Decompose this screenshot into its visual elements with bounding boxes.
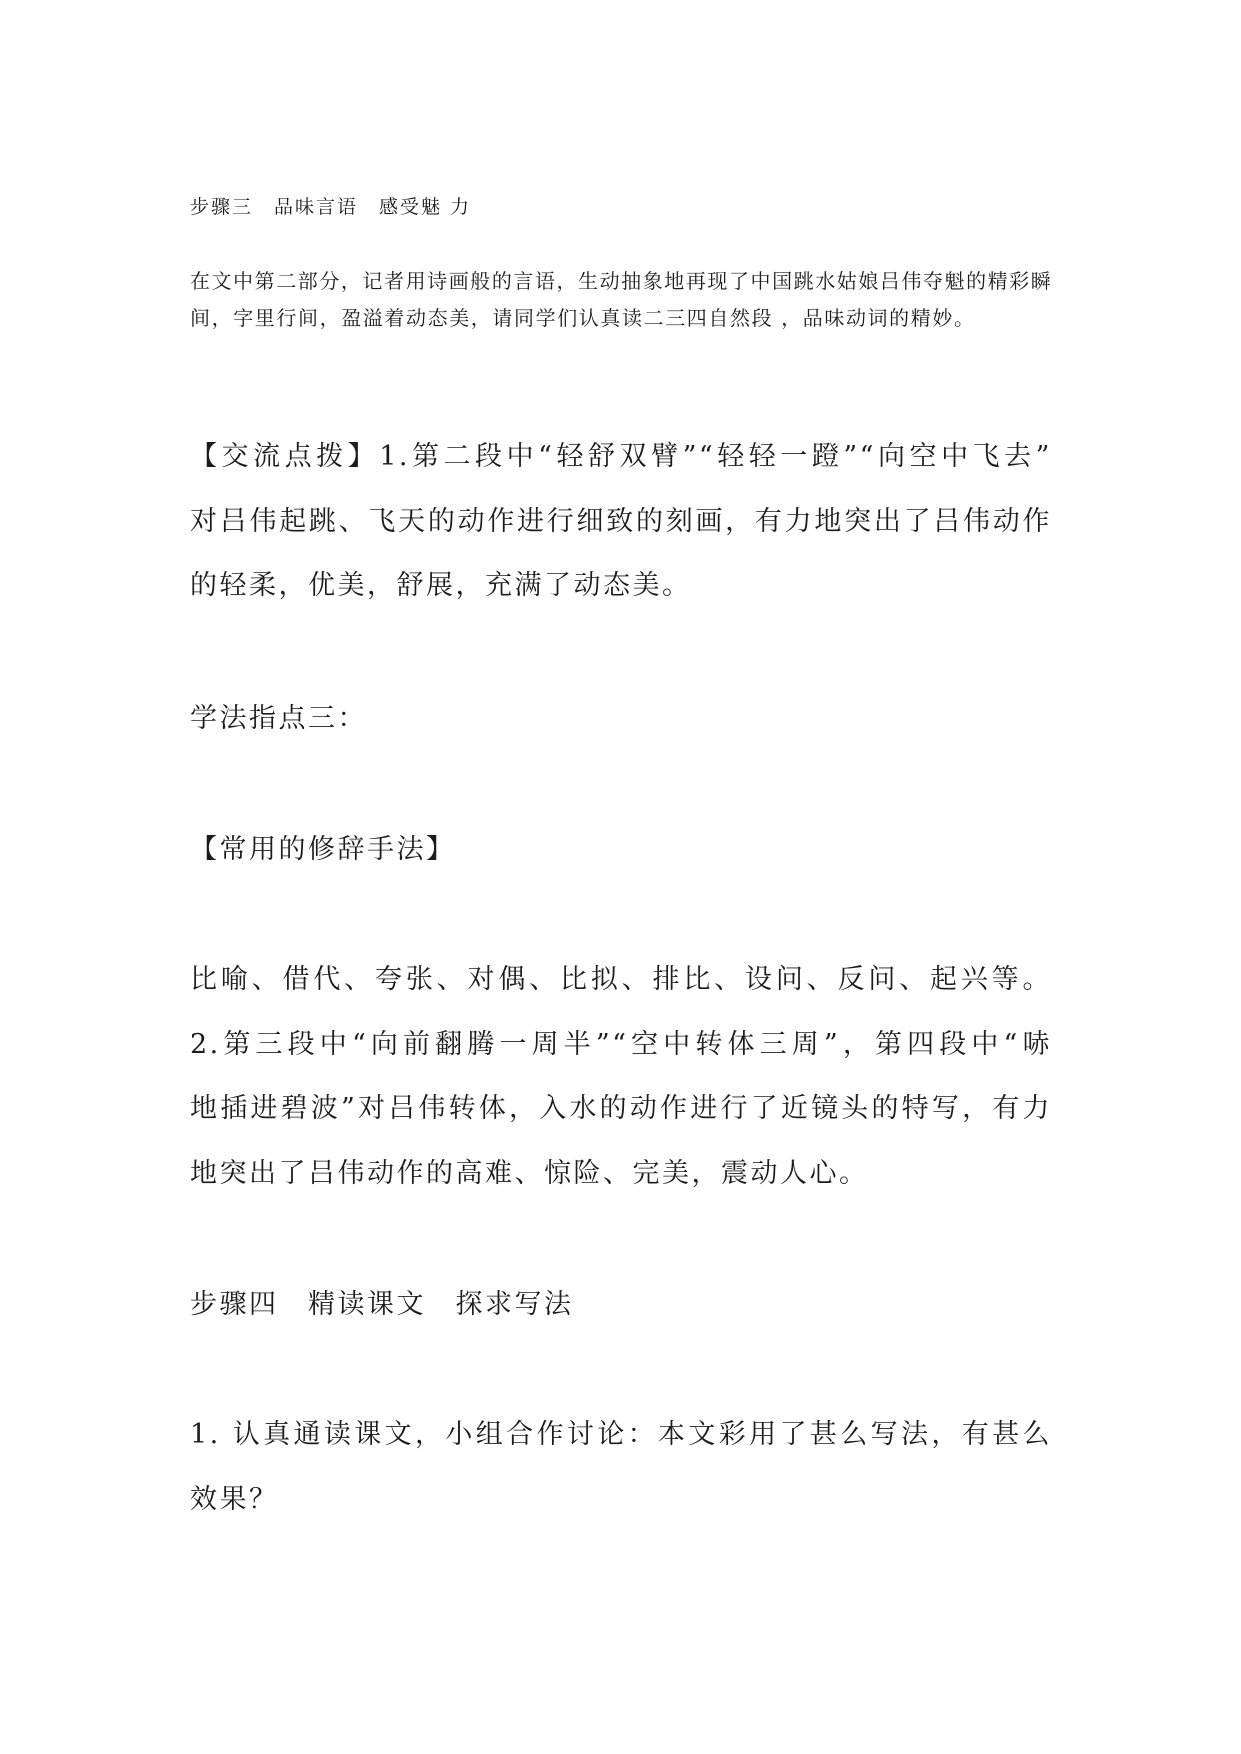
exchange-line: 对吕伟起跳、飞天的动作进行细致的刻画，有力地突出了吕伟动作 bbox=[190, 506, 1052, 537]
step4-task-line: 效果？ bbox=[190, 1484, 279, 1515]
method-tip-title: 学法指点三： bbox=[190, 703, 367, 734]
rhetoric-list: 比喻、借代、夸张、对偶、比拟、排比、设问、反问、起兴等。 bbox=[190, 964, 1052, 995]
exchange-line: 的轻柔，优美，舒展，充满了动态美。 bbox=[190, 570, 692, 601]
step4-task-line: 1. 认真通读课文，小组合作讨论：本文彩用了甚么写法，有甚么 bbox=[190, 1419, 1052, 1450]
point2-line: 2.第三段中“向前翻腾一周半”“空中转体三周”，第四段中“哧 bbox=[190, 1029, 1052, 1060]
step3-intro-line: 间，字里行间，盈溢着动态美，请同学们认真读二三四自然段 ，品味动词的精妙。 bbox=[190, 306, 976, 330]
rhetoric-heading: 【常用的修辞手法】 bbox=[190, 834, 456, 865]
exchange-line: 【交流点拨】1.第二段中“轻舒双臂”“轻轻一蹬”“向空中飞去” bbox=[190, 441, 1052, 472]
point2-line: 地突出了吕伟动作的高难、惊险、完美，震动人心。 bbox=[190, 1158, 869, 1189]
step3-heading: 步骤三 品味言语 感受魅 力 bbox=[190, 196, 472, 218]
point2-line: 地插进碧波”对吕伟转体，入水的动作进行了近镜头的特写，有力 bbox=[190, 1093, 1052, 1124]
step3-intro-line: 在文中第二部分，记者用诗画般的言语，生动抽象地再现了中国跳水姑娘吕伟夺魁的精彩瞬 bbox=[190, 269, 1052, 293]
step4-heading: 步骤四 精读课文 探求写法 bbox=[190, 1289, 574, 1320]
